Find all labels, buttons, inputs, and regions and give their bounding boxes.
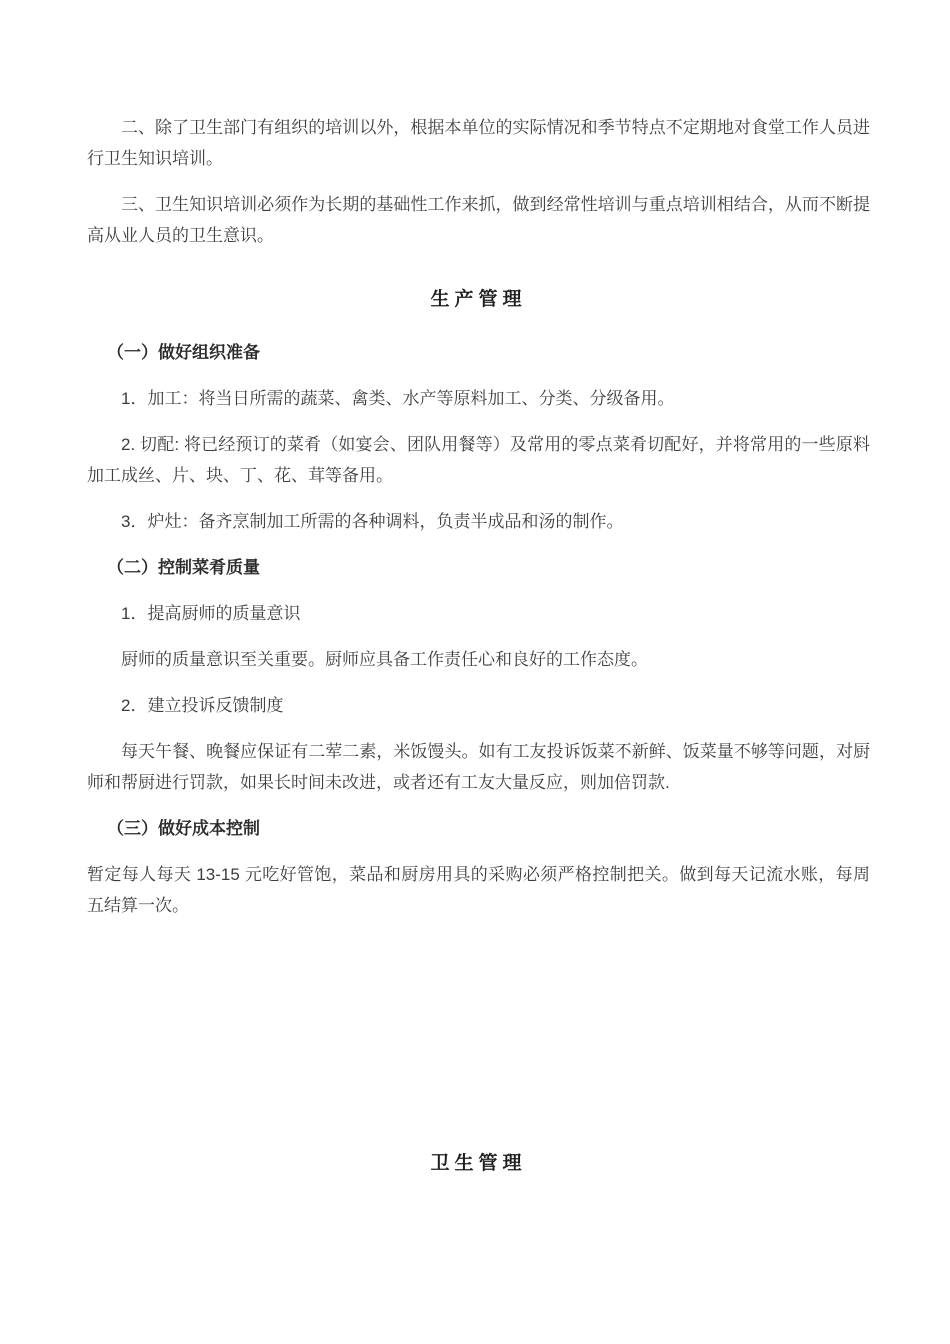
chapter-title-hygiene-management: 卫生管理: [430, 1153, 527, 1174]
paragraph-org-item-2-cutting: 2. 切配: 将已经预订的菜肴（如宴会、团队用餐等）及常用的零点菜肴切配好，并将常用的一些原料加工成丝、片、块、丁、花、茸等备用。: [87, 435, 870, 485]
paragraph-cost-control-body: 暂定每人每天 13-15 元吃好管饱，菜品和厨房用具的采购必须严格控制把关。做到每天记流水账，每周五结算一次。: [87, 865, 870, 915]
paragraph-training-item-3: 三、卫生知识培训必须作为长期的基础性工作来抓，做到经常性培训与重点培训相结合，从而不断提高从业人员的卫生意识。: [87, 195, 870, 245]
subheading-dish-quality-control: （二）控制菜肴质量: [107, 558, 260, 577]
paragraph-quality-item-2-body: 每天午餐、晚餐应保证有二荤二素，米饭馒头。如有工友投诉饭菜不新鲜、饭菜量不够等问题，对厨师和帮厨进行罚款，如果长时间未改进，或者还有工友大量反应，则加倍罚款.: [87, 742, 870, 792]
subheading-cost-control: （三）做好成本控制: [107, 819, 260, 838]
paragraph-org-item-3-stove: 3．炉灶：备齐烹制加工所需的各种调料，负责半成品和汤的制作。: [121, 512, 624, 531]
chapter-title-production-management: 生产管理: [430, 289, 527, 310]
subheading-organization-preparation: （一）做好组织准备: [107, 343, 260, 362]
paragraph-quality-item-1-body: 厨师的质量意识至关重要。厨师应具备工作责任心和良好的工作态度。: [121, 650, 648, 669]
paragraph-quality-item-1-title: 1．提高厨师的质量意识: [121, 604, 301, 623]
paragraph-org-item-1-processing: 1．加工：将当日所需的蔬菜、禽类、水产等原料加工、分类、分级备用。: [121, 389, 675, 408]
paragraph-training-item-2: 二、除了卫生部门有组织的培训以外，根据本单位的实际情况和季节特点不定期地对食堂工作人员进行卫生知识培训。: [87, 118, 870, 168]
paragraph-quality-item-2-title: 2．建立投诉反馈制度: [121, 696, 284, 715]
